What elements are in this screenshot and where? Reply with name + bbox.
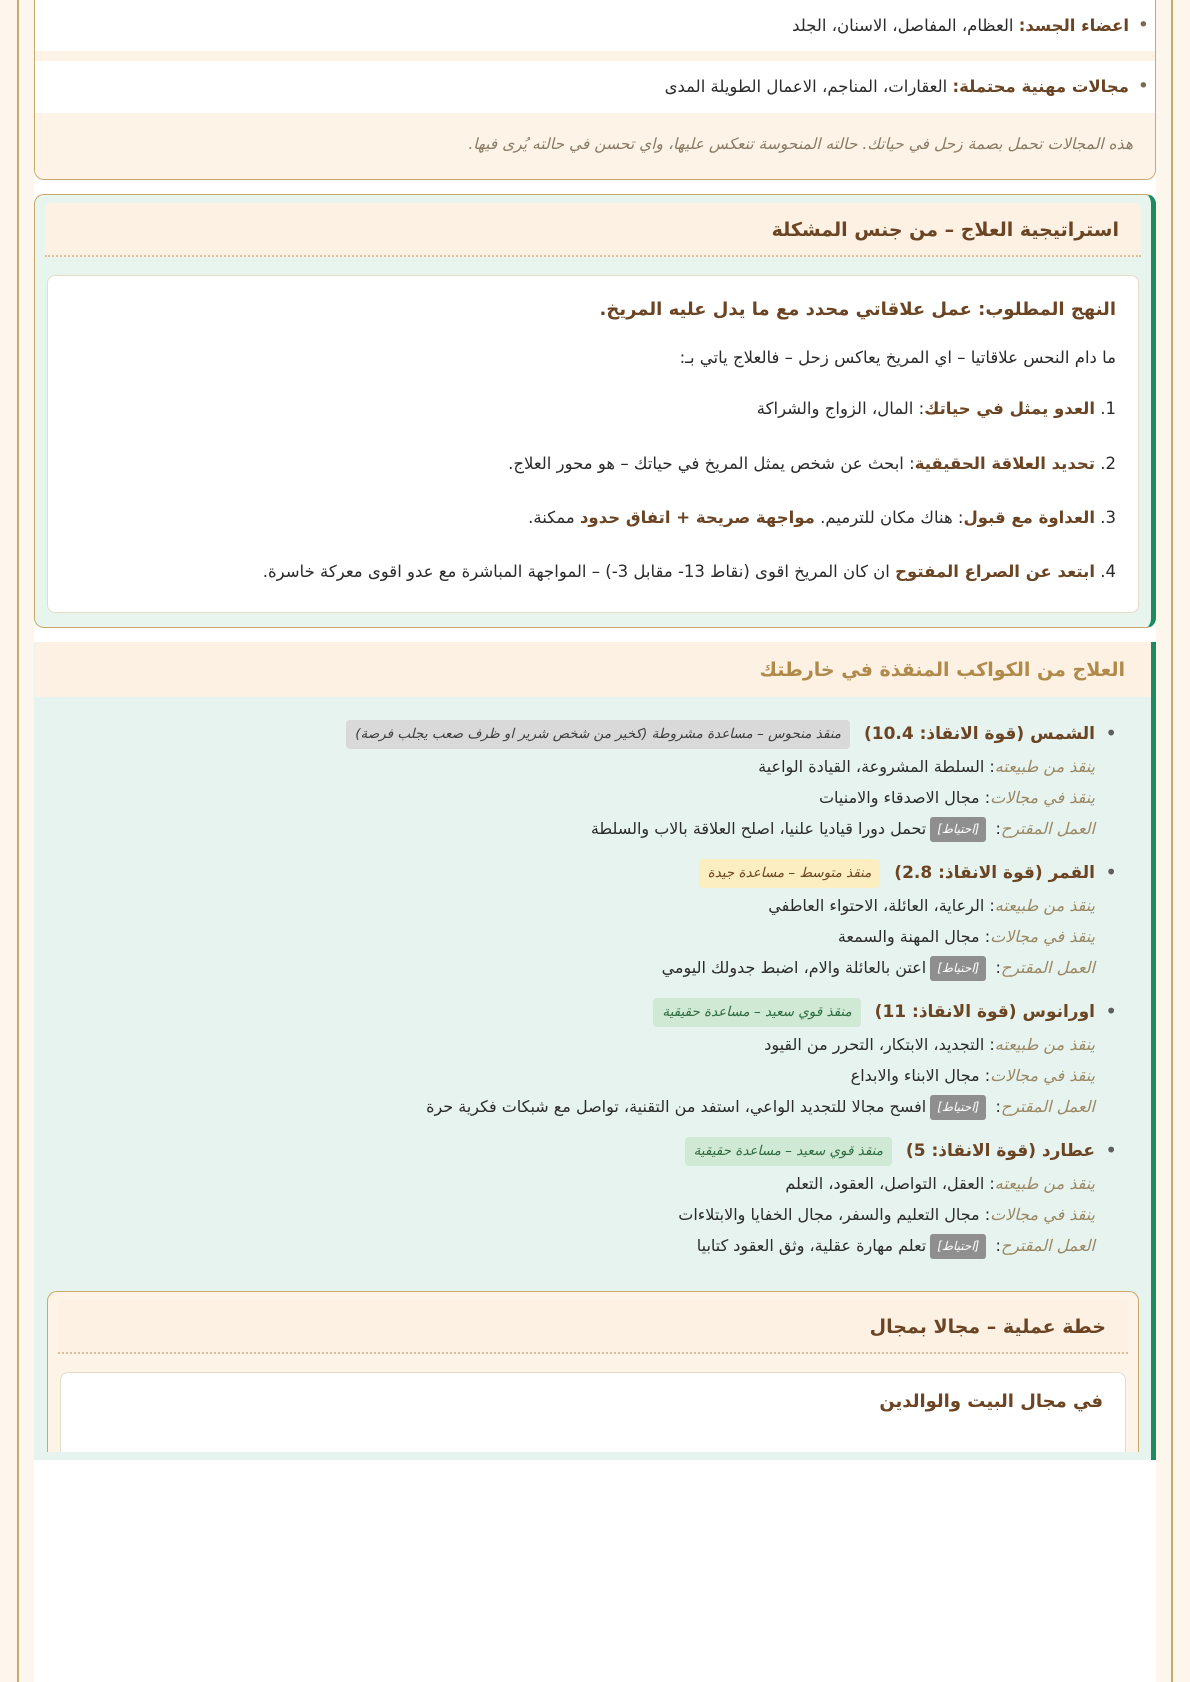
treatment-strategy-title: استراتيجية العلاج – من جنس المشكلة [45,203,1141,257]
list-item [35,0,1155,51]
nature-value: العقل، التواصل، العقود، التعلم [785,1173,985,1193]
planet-strength: (قوة الانقاذ: 11) [874,1002,1017,1023]
approach-label: النهج المطلوب: [978,298,1116,320]
planet-name: الشمس [1030,724,1095,745]
status-badge: منقذ منحوس – مساعدة مشروطة (كخير من شخص شرير او ظرف صعب يجلب فرصة) [346,720,850,749]
treatment-step [70,502,1116,534]
status-badge: منقذ متوسط – مساعدة جيدة [699,859,881,888]
action-value: اعتن بالعائلة والام، اضبط جدولك اليومي [661,957,927,977]
action-value: افسح مجالا للتجديد الواعي، استفد من التقنية، تواصل مع شبكات فكرية حرة [426,1096,927,1116]
practical-plan-wrapper [35,1283,1151,1452]
nature-value: الرعاية، العائلة، الاحتواء العاطفي [768,895,985,915]
approach-text: عمل علاقاتي محدد مع ما يدل عليه المريخ. [599,298,979,320]
row-value: العقارات، المناجم، الاعمال الطويلة المدى [664,77,953,97]
savior-head [61,719,1095,750]
fields-value: مجال الاصدقاء والامنيات [818,787,980,807]
action-label: العمل المقترح [1000,1235,1095,1255]
savior-head [61,997,1095,1028]
savior-planets-title: العلاج من الكواكب المنقذة في خارطتك [35,642,1151,697]
row-value: العظام، المفاصل، الاسنان، الجلد [792,16,1019,35]
fields-value: مجال المهنة والسمعة [837,926,980,946]
nature-label: ينقذ من طبيعته [994,895,1095,915]
step-bold: ابتعد عن الصراع المفتوح [895,561,1095,581]
treatment-step [70,448,1116,480]
savior-fields-line: ينقذ في مجالات: مجال التعليم والسفر، مجال الخفايا والابتلاءات [678,1204,1095,1224]
savior-planet-item [61,719,1117,844]
savior-planet-item [61,858,1117,983]
plan-area-heading: في مجال البيت والوالدين [879,1391,1103,1413]
savior-head [61,1136,1095,1167]
status-badge: منقذ قوي سعيد – مساعدة حقيقية [685,1137,892,1166]
approach-sub: ما دام النحس علاقاتيا – اي المريخ يعاكس زحل – فالعلاج ياتي بـ: [679,348,1116,368]
savior-fields-line: ينقذ في مجالات: مجال الاصدقاء والامنيات [818,787,1095,807]
action-label: العمل المقترح [1000,818,1095,838]
reserve-chip: [احتياط] [930,956,986,981]
treatment-step [70,556,1116,588]
nature-label: ينقذ من طبيعته [994,756,1095,776]
step-rest: : المال، الزواج والشراكة [756,399,925,419]
treatment-strategy-body [47,275,1139,613]
row-label: اعضاء الجسد: [1018,16,1129,35]
planet-strength: (قوة الانقاذ: 5) [905,1141,1036,1162]
nature-value: التجديد، الابتكار، التحرر من القيود [764,1034,985,1054]
savior-planet-item [61,997,1117,1122]
practical-plan-card [47,1291,1139,1452]
approach-lead [70,294,1116,326]
treatment-steps-list [70,393,1116,588]
planet-name: القمر [1048,863,1095,884]
nature-label: ينقذ من طبيعته [994,1173,1095,1193]
list-item [35,61,1155,112]
saturn-domains-list [35,0,1155,113]
step-bold: تحديد العلاقة الحقيقية [914,453,1095,473]
fields-label: ينقذ في مجالات [990,1065,1095,1085]
savior-head [61,858,1095,889]
action-value: تحمل دورا قياديا علنيا، اصلح العلاقة بالاب والسلطة [590,818,927,838]
page-rule-right [1171,0,1173,1682]
saturn-domains-card [34,0,1156,180]
planet-strength: (قوة الانقاذ: 10.4) [863,724,1025,745]
savior-action-line: العمل المقترح: [احتياط]تعلم مهارة عقلية، وثق العقود كتابيا [61,1230,1095,1261]
planet-name: عطارد [1041,1141,1095,1162]
action-label: العمل المقترح [1000,957,1095,977]
treatment-strategy-card [34,194,1156,628]
practical-plan-body [60,1372,1126,1452]
step-rest: : ابحث عن شخص يمثل المريخ في حياتك – هو محور العلاج. [508,453,915,473]
saturn-domains-note: هذه المجالات تحمل بصمة زحل في حياتك. حالته المنحوسة تنعكس عليها، واي تحسن في حالته يُرى فيها. [35,113,1155,179]
savior-planets-section [34,642,1156,1460]
step-rest-2: ممكنة. [528,507,580,527]
fields-label: ينقذ في مجالات [990,787,1095,807]
nature-label: ينقذ من طبيعته [994,1034,1095,1054]
fields-value: مجال الابناء والابداع [850,1065,980,1085]
savior-planet-item [61,1136,1117,1261]
savior-fields-line: ينقذ في مجالات: مجال المهنة والسمعة [837,926,1095,946]
fields-value: مجال التعليم والسفر، مجال الخفايا والابتلاءات [678,1204,980,1224]
practical-plan-title: خطة عملية – مجالا بمجال [58,1300,1128,1354]
step-rest: : هناك مكان للترميم. [814,507,964,527]
planet-strength: (قوة الانقاذ: 2.8) [894,863,1043,884]
savior-fields-line: ينقذ في مجالات: مجال الابناء والابداع [850,1065,1095,1085]
page-rule-left [17,0,19,1682]
status-badge: منقذ قوي سعيد – مساعدة حقيقية [653,998,860,1027]
savior-nature-line: ينقذ من طبيعته: العقل، التواصل، العقود، التعلم [785,1173,1095,1193]
step-bold: العداوة مع قبول [963,507,1095,527]
action-value: تعلم مهارة عقلية، وثق العقود كتابيا [696,1235,927,1255]
fields-label: ينقذ في مجالات [990,1204,1095,1224]
step-bold: العدو يمثل في حياتك [924,399,1095,419]
step-bold-2: مواجهة صريحة + اتفاق حدود [579,507,815,527]
savior-nature-line: ينقذ من طبيعته: الرعاية، العائلة، الاحتواء العاطفي [768,895,1095,915]
document-body [34,0,1156,1682]
savior-nature-line: ينقذ من طبيعته: السلطة المشروعة، القيادة الواعية [758,756,1095,776]
savior-action-line: العمل المقترح: [احتياط]تحمل دورا قياديا علنيا، اصلح العلاقة بالاب والسلطة [61,813,1095,844]
reserve-chip: [احتياط] [930,1234,986,1259]
planet-name: اورانوس [1022,1002,1095,1023]
savior-action-line: العمل المقترح: [احتياط]اعتن بالعائلة والام، اضبط جدولك اليومي [61,952,1095,983]
treatment-step [70,393,1116,425]
nature-value: السلطة المشروعة، القيادة الواعية [758,756,985,776]
action-label: العمل المقترح [1000,1096,1095,1116]
reserve-chip: [احتياط] [930,1095,986,1120]
savior-planets-list [35,697,1151,1283]
reserve-chip: [احتياط] [930,817,986,842]
savior-nature-line: ينقذ من طبيعته: التجديد، الابتكار، التحرر من القيود [764,1034,1095,1054]
row-label: مجالات مهنية محتملة: [952,77,1129,97]
savior-action-line: العمل المقترح: [احتياط]افسح مجالا للتجديد الواعي، استفد من التقنية، تواصل مع شبكات فكرية حرة [61,1091,1095,1122]
fields-label: ينقذ في مجالات [990,926,1095,946]
step-rest: ان كان المريخ اقوى (نقاط ‎-13‎ مقابل ‎-3‎) – المواجهة المباشرة مع عدو اقوى معركة خاسرة. [262,561,896,581]
